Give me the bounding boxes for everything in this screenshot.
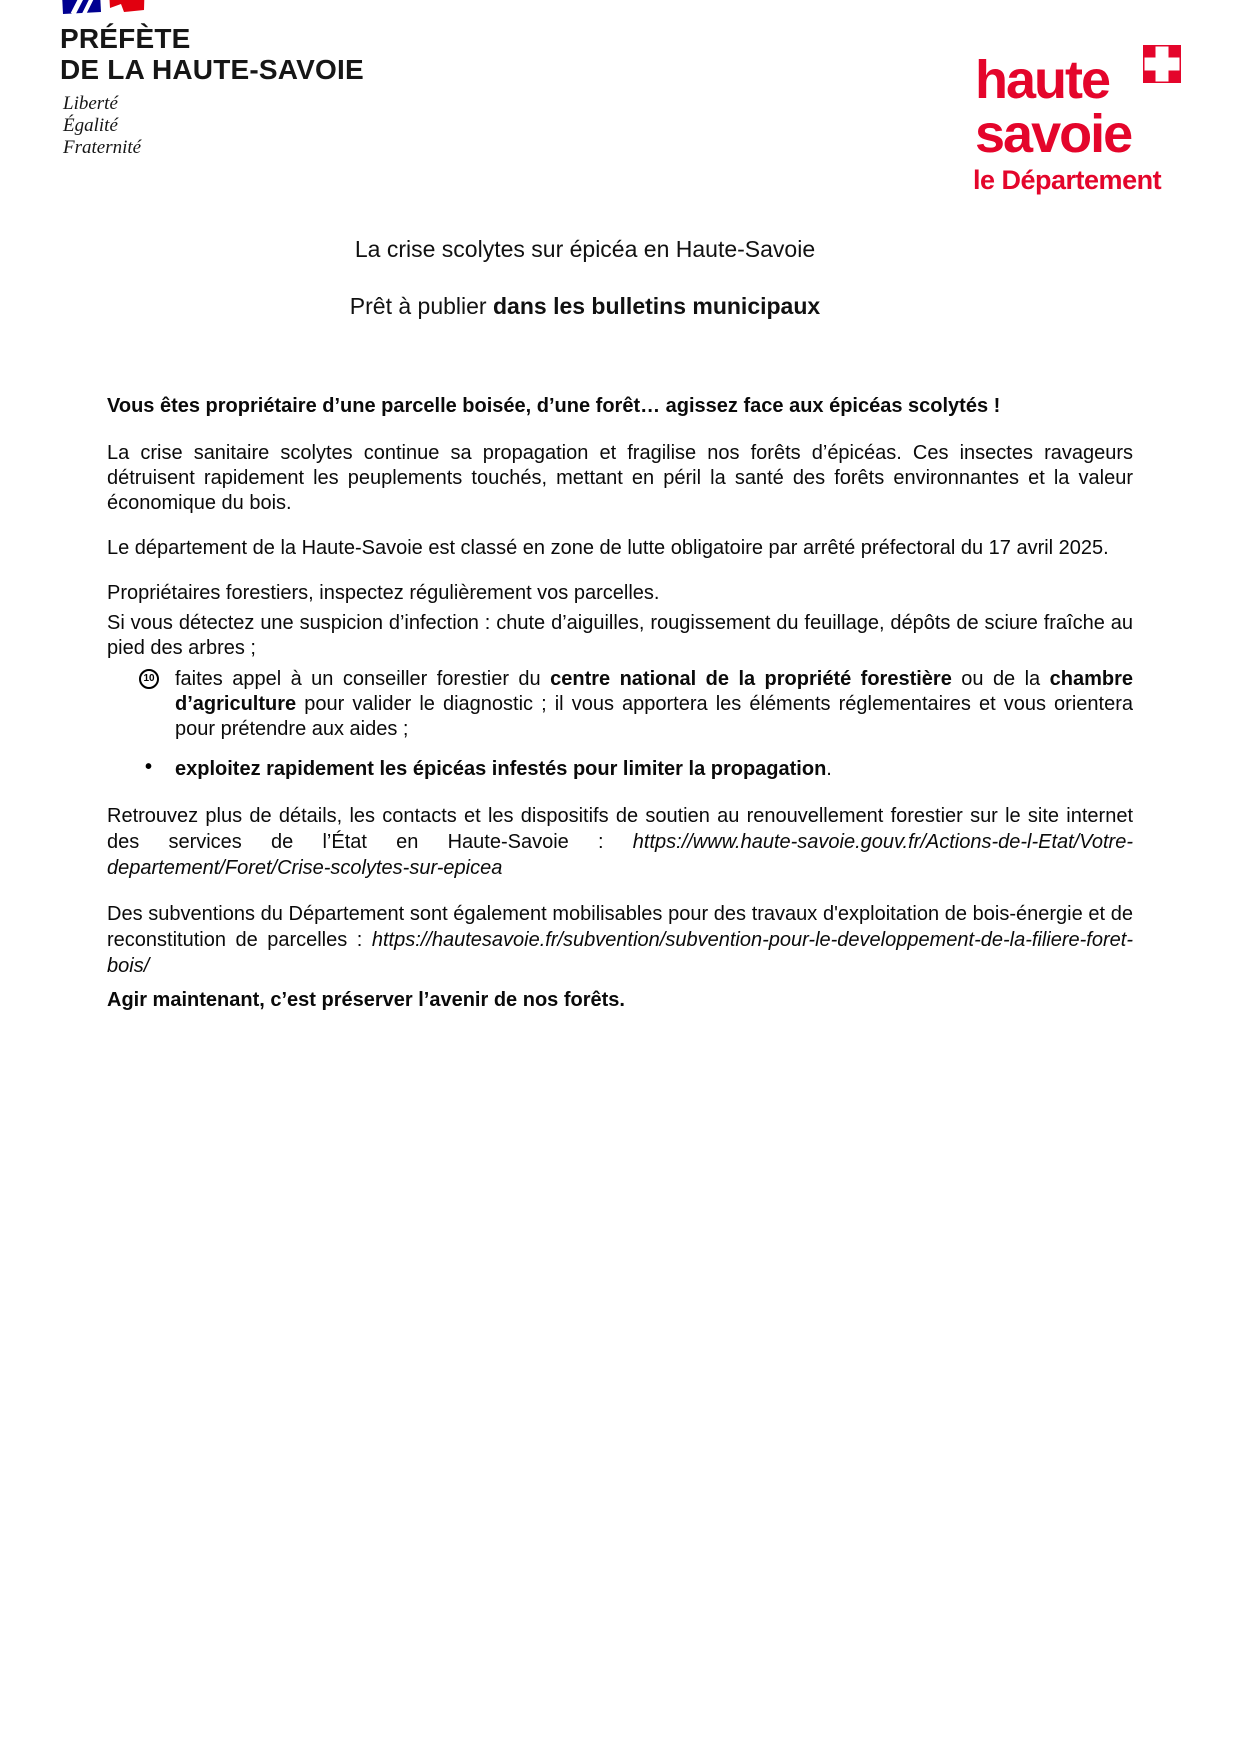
bullet-item-conseiller <box>107 667 1133 742</box>
closing-statement: Agir maintenant, c’est préserver l’avenir de nos forêts. <box>107 989 625 1011</box>
bullet1-run-normal-2: ou de la <box>951 668 1050 690</box>
dot-bullet-icon: • <box>145 756 153 778</box>
bullet1-run-normal-1: faites appel à un conseiller forestier du <box>175 668 551 690</box>
dept-logo-word-haute: haute <box>975 50 1110 110</box>
haute-savoie-dept-logo <box>973 45 1188 205</box>
page-title: La crise scolytes sur épicéa en Haute-Savoie <box>354 236 816 262</box>
motto-fraternite: Fraternité <box>63 137 142 158</box>
dept-logo-tagline: le Département <box>973 165 1162 195</box>
para-subventions-text: Des subventions du Département sont également mobilisables pour des travaux d'exploitation de bois-énergie et de reconstitution de parcelles : <box>107 903 1133 951</box>
bullet1-run-normal-3: pour valider le diagnostic ; il vous apportera les éléments réglementaires et vous orientera pour prétendre aux aides ; <box>175 693 1133 740</box>
para-etat-text: Retrouvez plus de détails, les contacts et les dispositifs de soutien au renouvellement forestier sur le site internet des services de l’État en Haute-Savoie : <box>107 805 1133 853</box>
para-proprietaires: Propriétaires forestiers, inspectez régulièrement vos parcelles. <box>107 582 660 604</box>
subtitle-prefix: Prêt à publier <box>349 293 493 319</box>
prefecture-title-line1: PRÉFÈTE <box>60 23 191 54</box>
bullet1-run-bold-chambre: chambre d’agriculture <box>175 668 1133 715</box>
para-subventions <box>107 901 1133 979</box>
savoie-cross-icon <box>1143 45 1181 83</box>
intro-heading: Vous êtes propriétaire d’une parcelle boisée, d’une forêt… agissez face aux épicéas scolytés ! <box>107 395 1001 417</box>
motto-egalite: Égalité <box>63 115 118 136</box>
dept-logo-word-savoie: savoie <box>975 104 1132 164</box>
circled-10-bullet-icon: 10 <box>139 669 159 689</box>
prefecture-logo-block <box>60 0 364 159</box>
motto-liberte: Liberté <box>63 93 118 114</box>
para-zone-lutte: Le département de la Haute-Savoie est classé en zone de lutte obligatoire par arrêté préfectoral du 17 avril 2025. <box>107 537 1109 559</box>
bullet2-run-period: . <box>826 758 832 780</box>
republic-motto <box>60 93 364 159</box>
bullet-exploitez-text <box>175 757 1133 782</box>
para-site-etat <box>107 803 1133 881</box>
marianne-flag-icon <box>60 0 146 14</box>
bullet2-run-bold: exploitez rapidement les épicéas infestés pour limiter la propagation <box>175 758 827 780</box>
bullet-item-exploitez <box>107 757 1133 782</box>
page-subtitle <box>107 291 1133 321</box>
subtitle-bold: dans les bulletins municipaux <box>493 293 821 319</box>
bullet-conseiller-text <box>175 667 1133 742</box>
document-body <box>107 393 1133 1013</box>
link-etat-haute-savoie[interactable]: https://www.haute-savoie.gouv.fr/Actions-de-l-Etat/Votre-departement/Foret/Crise-scolytes-sur-epicea <box>107 831 1133 879</box>
prefecture-title-line2: DE LA HAUTE-SAVOIE <box>60 54 364 85</box>
link-subventions-departement[interactable]: https://hautesavoie.fr/subvention/subvention-pour-le-developpement-de-la-filiere-foret-bois/ <box>107 929 1133 977</box>
prefecture-title <box>60 23 364 85</box>
bullet1-run-bold-cnpf: centre national de la propriété forestière <box>550 668 952 690</box>
para-crise-sanitaire: La crise sanitaire scolytes continue sa propagation et fragilise nos forêts d’épicéas. Ces insectes ravageurs détruisent rapidement les peuplements touchés, mettant en péril la santé des forêts environnantes et la valeur économique du bois. <box>107 442 1133 514</box>
para-suspicion-infection: Si vous détectez une suspicion d’infection : chute d’aiguilles, rougissement du feuillage, dépôts de sciure fraîche au pied des arbres ; <box>107 612 1133 659</box>
